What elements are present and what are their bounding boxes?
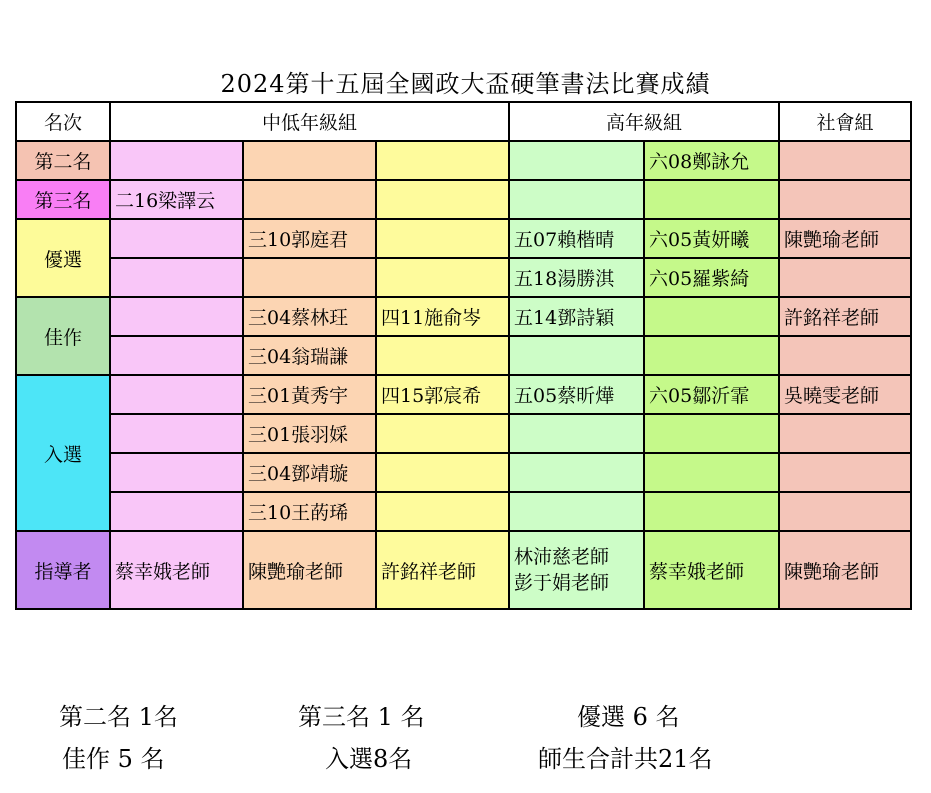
- table-cell: [779, 453, 911, 492]
- summary-total-count: 師生合計共21名: [538, 745, 713, 773]
- instructor-cell: 許銘祥老師: [376, 531, 509, 609]
- table-cell: [376, 492, 509, 531]
- table-row: [16, 219, 911, 258]
- table-row: [16, 453, 911, 492]
- table-cell: 三01張羽婇: [243, 414, 376, 453]
- instructor-cell: [509, 531, 644, 609]
- table-row: [16, 258, 911, 297]
- table-cell: 三04翁瑞謙: [243, 336, 376, 375]
- table-cell: 四11施俞岑: [376, 297, 509, 336]
- table-cell: 二16梁譯云: [110, 180, 243, 219]
- table-cell: [644, 180, 779, 219]
- table-cell: [243, 180, 376, 219]
- table-cell: [376, 180, 509, 219]
- results-table: [15, 101, 912, 610]
- header-society-group: 社會組: [779, 102, 911, 141]
- table-cell: 五07賴楷晴: [509, 219, 644, 258]
- table-row: [16, 141, 911, 180]
- table-cell: 五18湯勝淇: [509, 258, 644, 297]
- table-cell: [509, 414, 644, 453]
- table-cell: 六05鄒沂霏: [644, 375, 779, 414]
- table-cell: 六05黃妍曦: [644, 219, 779, 258]
- instructor-name: 林沛慈老師: [514, 546, 610, 568]
- summary-honorable-count: 佳作 5 名: [62, 745, 165, 773]
- table-cell: [243, 141, 376, 180]
- table-cell: [779, 141, 911, 180]
- table-cell: 四15郭宸希: [376, 375, 509, 414]
- table-row: [16, 336, 911, 375]
- table-cell: [779, 414, 911, 453]
- instructor-cell: 蔡幸娥老師: [644, 531, 779, 609]
- rank-label-honorable: 佳作: [16, 297, 110, 375]
- table-cell: 五14鄧詩穎: [509, 297, 644, 336]
- table-cell: 五05蔡昕燁: [509, 375, 644, 414]
- table-cell: 六05羅紫綺: [644, 258, 779, 297]
- rank-label-instructor: 指導者: [16, 531, 110, 609]
- instructor-cell: 陳艷瑜老師: [779, 531, 911, 609]
- table-cell: 六08鄭詠允: [644, 141, 779, 180]
- table-cell: [509, 141, 644, 180]
- table-cell: [376, 219, 509, 258]
- summary-third-count: 第三名 1 名: [298, 703, 425, 731]
- table-cell: [110, 219, 243, 258]
- table-cell: [110, 414, 243, 453]
- table-row: [16, 180, 911, 219]
- table-cell: [110, 297, 243, 336]
- table-cell: [110, 375, 243, 414]
- table-cell: 三01黃秀宇: [243, 375, 376, 414]
- header-row: [16, 102, 911, 141]
- table-cell: [376, 453, 509, 492]
- table-row: [16, 375, 911, 414]
- summary-merit-count: 優選 6 名: [577, 703, 680, 731]
- table-cell: [509, 453, 644, 492]
- table-row: [16, 492, 911, 531]
- table-cell: 三10王菂琋: [243, 492, 376, 531]
- instructor-name: 彭于娟老師: [514, 572, 610, 594]
- table-cell: [376, 414, 509, 453]
- table-cell: [779, 258, 911, 297]
- table-cell: [110, 141, 243, 180]
- table-cell: 吳曉雯老師: [779, 375, 911, 414]
- table-row: [16, 297, 911, 336]
- rank-label-third: 第三名: [16, 180, 110, 219]
- table-cell: [644, 453, 779, 492]
- table-cell: 陳艷瑜老師: [779, 219, 911, 258]
- rank-label-selected: 入選: [16, 375, 110, 531]
- rank-label-merit: 優選: [16, 219, 110, 297]
- table-cell: [110, 258, 243, 297]
- table-cell: [110, 336, 243, 375]
- table-cell: [644, 492, 779, 531]
- table-cell: [243, 258, 376, 297]
- table-cell: [376, 258, 509, 297]
- page-title: 2024第十五屆全國政大盃硬筆書法比賽成績: [220, 70, 711, 98]
- table-cell: [509, 336, 644, 375]
- table-cell: [644, 297, 779, 336]
- table-cell: 三10郭庭君: [243, 219, 376, 258]
- table-cell: [779, 492, 911, 531]
- table-cell: [779, 180, 911, 219]
- header-mid-low-group: 中低年級組: [110, 102, 509, 141]
- instructor-cell: 陳艷瑜老師: [243, 531, 376, 609]
- table-cell: [644, 414, 779, 453]
- table-row: [16, 414, 911, 453]
- table-cell: [110, 453, 243, 492]
- table-cell: [644, 336, 779, 375]
- summary-second-count: 第二名 1名: [59, 703, 178, 731]
- table-cell: [110, 492, 243, 531]
- instructor-cell: 蔡幸娥老師: [110, 531, 243, 609]
- table-cell: [509, 492, 644, 531]
- instructor-row: [16, 531, 911, 609]
- table-cell: [376, 141, 509, 180]
- table-cell: [509, 180, 644, 219]
- summary-selected-count: 入選8名: [325, 745, 413, 773]
- table-cell: [779, 336, 911, 375]
- table-cell: 三04蔡林玨: [243, 297, 376, 336]
- table-cell: 許銘祥老師: [779, 297, 911, 336]
- header-rank: 名次: [16, 102, 110, 141]
- header-high-group: 高年級組: [509, 102, 779, 141]
- table-cell: 三04鄧靖璇: [243, 453, 376, 492]
- table-cell: [376, 336, 509, 375]
- rank-label-second: 第二名: [16, 141, 110, 180]
